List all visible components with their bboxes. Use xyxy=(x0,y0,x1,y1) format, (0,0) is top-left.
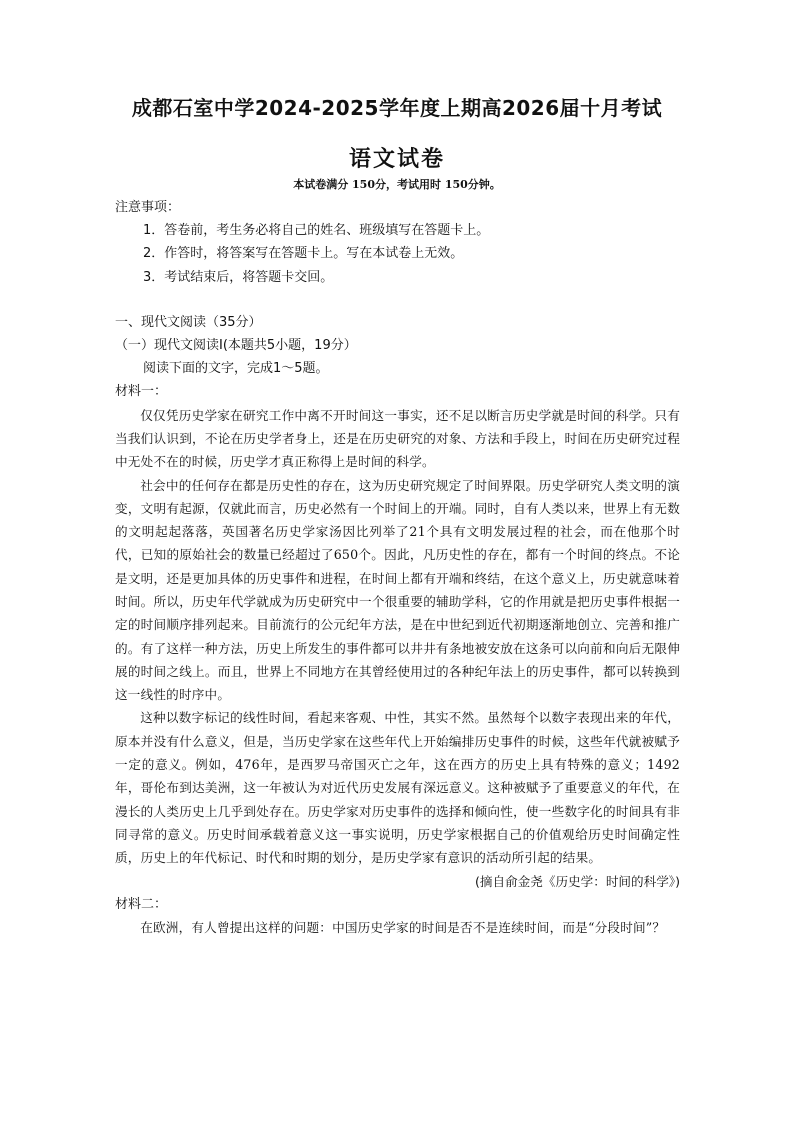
section-heading: 一、现代文阅读（35分） xyxy=(115,314,262,330)
material-one-source: (摘自俞金尧《历史学：时间的科学》) xyxy=(474,873,680,889)
reading-instruction: 阅读下面的文字，完成1～5题。 xyxy=(143,361,329,377)
notes-title: 注意事项： xyxy=(115,200,181,215)
material-two-paragraph: 在欧洲，有人曾提出这样的问题：中国历史学家的时间是否不是连续时间，而是“分段时间”？ xyxy=(140,919,666,935)
exam-content xyxy=(115,196,680,939)
material-one-paragraph: 这种以数字标记的线性时间，看起来客观、中性，其实不然。虽然每个以数字表现出来的年代，原本并没有什么意义，但是，当历史学家在这些年代上开始编排历史事件的时候，这些年代就被赋予一定的意义。例如，476年，是西罗马帝国灭亡之年，这在西方的历史上具有特殊的意义；1492年，哥伦布到达美洲，这一年被认为对近代历史发展有深远意义。这种被赋予了重要意义的年代，在漫长的人类历史上几乎到处存在。历史学家对历史事件的选择和倾向性，使一些数字化的时间具有非同寻常的意义。历史时间承载着意义这一事实说明，历史学家根据自己的价值观给历史时间确定性质，历史上的年代标记、时代和时期的划分，是历史学家有意识的活动所引起的结果。 xyxy=(115,710,680,866)
note-item: 2．作答时，将答案写在答题卡上。写在本试卷上无效。 xyxy=(143,246,464,262)
section-sub-heading: （一）现代文阅读Ⅰ(本题共5小题，19分） xyxy=(115,338,357,354)
note-item: 3．考试结束后，将答题卡交回。 xyxy=(143,269,334,285)
material-one-paragraph: 仅仅凭历史学家在研究工作中离不开时间这一事实，还不足以断言历史学就是时间的科学。只有当我们认识到，不论在历史学者身上，还是在历史研究的对象、方法和手段上，时间在历史研究过程中无处不在的时候，历史学才真正称得上是时间的科学。 xyxy=(115,407,680,470)
material-two-label: 材料二： xyxy=(115,896,168,912)
exam-meta: 本试卷满分 150分，考试用时 150分钟。 xyxy=(293,178,501,191)
note-item: 1．答卷前，考生务必将自己的姓名、班级填写在答题卡上。 xyxy=(143,223,490,239)
material-one-paragraph: 社会中的任何存在都是历史性的存在，这为历史研究规定了时间界限。历史学研究人类文明的演变，文明有起源，仅就此而言，历史必然有一个时间上的开端。同时，自有人类以来，世界上有无数的文明起起落落，英国著名历史学家汤因比列举了21个具有文明发展过程的社会，而在他那个时代，已知的原始社会的数量已经超过了650个。因此，凡历史性的存在，都有一个时间的终点。不论是文明，还是更加具体的历史事件和进程，在时间上都有开端和终结，在这个意义上，历史就意味着时间。所以，历史年代学就成为历史研究中一个很重要的辅助学科，它的作用就是把历史事件根据一定的时间顺序排列起来。目前流行的公元纪年方法，是在中世纪到近代初期逐渐地创立、完善和推广的。有了这样一种方法，历史上所发生的事件都可以井井有条地被安放在这条可以向前和向后无限伸展的时间之线上。而且，世界上不同地方在其曾经使用过的各种纪年法上的历史事件，都可以转换到这一线性的时序中。 xyxy=(115,477,680,703)
spacer xyxy=(115,289,680,311)
exam-title: 成都石室中学2024-2025学年度上期高2026届十月考试 xyxy=(131,96,663,120)
material-one-label: 材料一： xyxy=(115,384,168,400)
exam-subtitle: 语文试卷 xyxy=(348,147,445,172)
